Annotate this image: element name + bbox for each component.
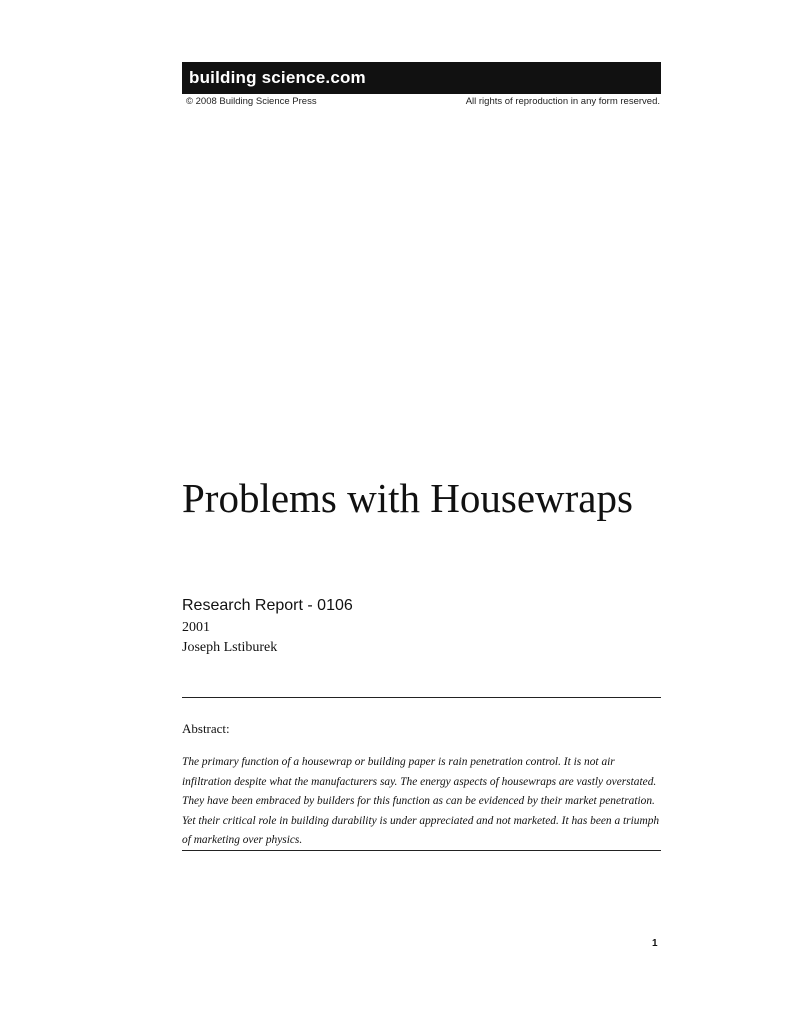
author-name: Joseph Lstiburek — [182, 640, 278, 655]
abstract-text: The primary function of a housewrap or building paper is rain penetration control. It is not air infiltration despite what the manufacturers say. The energy aspects of housewraps are vastly overstated. They have been embraced by builders for this function as can be evidenced by their market penetration. Yet their critical role in building durability is under appreciated and not marketed. It has been a triumph of marketing over physics. — [182, 756, 660, 846]
brand-logo-text: building science.com — [189, 68, 366, 87]
header-meta — [186, 96, 660, 107]
page-number: 1 — [652, 938, 658, 949]
abstract-top-divider — [182, 697, 661, 698]
document-title: Problems with Housewraps — [182, 475, 633, 521]
abstract-bottom-divider — [182, 850, 661, 851]
report-number: Research Report - 0106 — [182, 597, 353, 614]
rights-notice: All rights of reproduction in any form reserved. — [465, 96, 660, 107]
copyright-notice: © 2008 Building Science Press — [186, 96, 317, 107]
abstract-heading: Abstract: — [182, 721, 230, 736]
publication-year: 2001 — [182, 620, 210, 635]
header-bar — [182, 62, 661, 94]
